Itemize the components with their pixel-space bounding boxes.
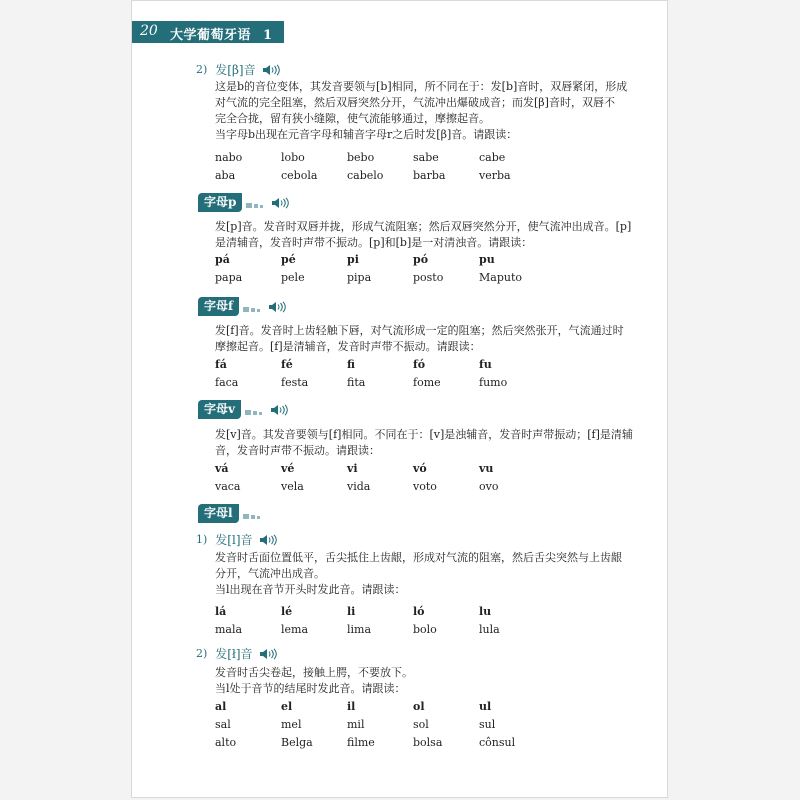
word: mala	[215, 623, 243, 636]
word-list-l2	[215, 698, 655, 752]
paragraph-f: 发[f]音。发音时上齿轻触下唇，对气流形成一定的阻塞；然后突然张开，气流通过时 摩擦起音。[f]是清辅音，发音时声带不振动。请跟读：	[215, 324, 624, 353]
word: bolo	[413, 623, 437, 636]
speaker-icon[interactable]	[271, 197, 289, 209]
word-list-f	[215, 356, 655, 392]
word-row	[215, 269, 655, 287]
word: al	[215, 700, 227, 713]
speaker-icon[interactable]	[259, 534, 277, 546]
word-row	[215, 167, 655, 185]
word: barba	[413, 169, 446, 182]
word: vida	[347, 480, 371, 493]
word: verba	[479, 169, 511, 182]
word: fu	[479, 358, 492, 371]
word: Maputo	[479, 271, 522, 284]
decorative-dots	[243, 509, 262, 519]
speaker-icon[interactable]	[268, 301, 286, 313]
volume-number: 1	[263, 28, 273, 43]
paragraph-p: 发[p]音。发音时双唇并拢，形成气流阻塞；然后双唇突然分开，使气流冲出成音。[p] 是清辅音，发音时声带不振动。[p]和[b]是一对清浊音。请跟读：	[215, 220, 632, 249]
word: ul	[479, 700, 492, 713]
word-row	[215, 734, 655, 752]
word: vela	[281, 480, 304, 493]
word-list-l1	[215, 603, 655, 639]
word: aba	[215, 169, 236, 182]
word: il	[347, 700, 356, 713]
word-row	[215, 478, 655, 496]
word: lu	[479, 605, 492, 618]
word: cabe	[479, 151, 506, 164]
word-row	[215, 460, 655, 478]
word: alto	[215, 736, 237, 749]
word: li	[347, 605, 356, 618]
word: vaca	[215, 480, 241, 493]
word: Belga	[281, 736, 313, 749]
speaker-icon[interactable]	[270, 404, 288, 416]
letter-heading-f	[198, 297, 286, 316]
word: bolsa	[413, 736, 443, 749]
word: pipa	[347, 271, 372, 284]
word: fita	[347, 376, 366, 389]
word: fome	[413, 376, 441, 389]
word: ovo	[479, 480, 499, 493]
book-title: 大学葡萄牙语 1	[170, 28, 273, 43]
word: vu	[479, 462, 494, 475]
word: mil	[347, 718, 365, 731]
word: ló	[413, 605, 425, 618]
word: fé	[281, 358, 293, 371]
word: pé	[281, 253, 296, 266]
letter-heading-p	[198, 193, 289, 212]
letter-badge: 字母p	[198, 193, 242, 212]
word: pu	[479, 253, 495, 266]
word-row	[215, 356, 655, 374]
word: papa	[215, 271, 243, 284]
word: lula	[479, 623, 500, 636]
paragraph-v: 发[v]音。其发音要领与[f]相同。不同在于：[v]是浊辅音，发音时声带振动；[f]是清辅 音，发音时声带不振动。请跟读：	[215, 428, 633, 457]
word: vá	[215, 462, 229, 475]
word: sol	[413, 718, 429, 731]
word: lé	[281, 605, 293, 618]
word: nabo	[215, 151, 243, 164]
speaker-icon[interactable]	[259, 648, 277, 660]
word: lima	[347, 623, 372, 636]
page-header-bar	[132, 21, 284, 43]
word: lema	[281, 623, 309, 636]
paragraph-beta: 这是b的音位变体，其发音要领与[b]相同，所不同在于：发[b]音时，双唇紧闭，形成 对气流的完全阻塞，然后双唇突然分开，气流冲出爆破成音；而发[β]音时，双唇不 完全合拢，留有狭小缝隙，使气流能够通过，摩擦起音。 当字母b出现在元音字母和辅音字母r之后时发[β]音。请跟读：	[215, 80, 628, 141]
word: vé	[281, 462, 295, 475]
subsection-heading-beta: 2) 发[β]音	[196, 61, 280, 78]
word-row	[215, 621, 655, 639]
word: pele	[281, 271, 305, 284]
speaker-icon[interactable]	[262, 64, 280, 76]
word: fá	[215, 358, 227, 371]
letter-heading-l	[198, 504, 262, 523]
word-row	[215, 251, 655, 269]
letter-heading-v	[198, 400, 288, 419]
word: cebola	[281, 169, 318, 182]
decorative-dots	[246, 198, 265, 208]
letter-badge: 字母f	[198, 297, 239, 316]
word: fó	[413, 358, 426, 371]
word: posto	[413, 271, 444, 284]
word: lobo	[281, 151, 305, 164]
word: sabe	[413, 151, 439, 164]
word: filme	[347, 736, 375, 749]
word: cônsul	[479, 736, 516, 749]
word: festa	[281, 376, 309, 389]
word-row	[215, 716, 655, 734]
subsection-heading-l1: 1) 发[l]音	[196, 531, 277, 548]
textbook-page	[131, 0, 668, 798]
word: vó	[413, 462, 427, 475]
decorative-dots	[245, 405, 264, 415]
paragraph-l1: 发音时舌面位置低平，舌尖抵住上齿龈，形成对气流的阻塞，然后舌尖突然与上齿龈 分开，气流冲出成音。 当l出现在音节开头时发此音。请跟读：	[215, 551, 622, 596]
word: pi	[347, 253, 359, 266]
word: pá	[215, 253, 230, 266]
word-row	[215, 603, 655, 621]
word-row	[215, 374, 655, 392]
subsection-heading-l2: 2) 发[ł]音	[196, 645, 277, 662]
word-list-p	[215, 251, 655, 287]
letter-badge: 字母l	[198, 504, 239, 523]
word: el	[281, 700, 293, 713]
word: lá	[215, 605, 227, 618]
word: voto	[413, 480, 437, 493]
word: sal	[215, 718, 231, 731]
letter-badge: 字母v	[198, 400, 241, 419]
word: vi	[347, 462, 358, 475]
word: sul	[479, 718, 496, 731]
paragraph-l2: 发音时舌尖卷起，接触上腭，不要放下。 当l处于音节的结尾时发此音。请跟读：	[215, 666, 413, 695]
word-list-beta	[215, 149, 655, 185]
word: cabelo	[347, 169, 384, 182]
word-list-v	[215, 460, 655, 496]
word: pó	[413, 253, 429, 266]
word: bebo	[347, 151, 375, 164]
word: fi	[347, 358, 355, 371]
word-row	[215, 149, 655, 167]
word: ol	[413, 700, 425, 713]
decorative-dots	[243, 302, 262, 312]
page-number: 20	[140, 23, 158, 39]
word: faca	[215, 376, 239, 389]
word: fumo	[479, 376, 508, 389]
word-row	[215, 698, 655, 716]
word: mel	[281, 718, 302, 731]
